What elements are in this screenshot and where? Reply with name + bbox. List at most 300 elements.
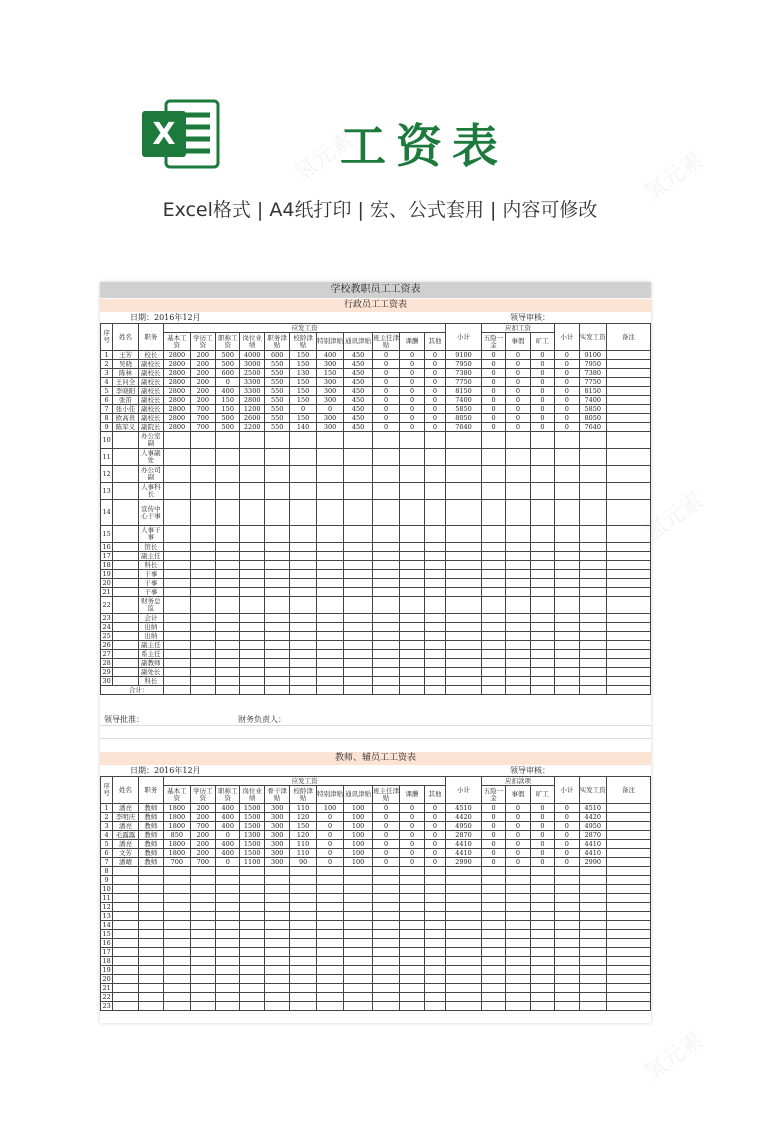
- table-cell: [506, 966, 530, 975]
- table-cell: [579, 432, 606, 449]
- table-cell: [190, 632, 215, 641]
- table-cell: [400, 867, 424, 876]
- table-cell: [290, 966, 316, 975]
- table-cell: [424, 867, 445, 876]
- table-cell: [607, 588, 651, 597]
- table-cell: [264, 939, 289, 948]
- table-cell: 110: [290, 849, 316, 858]
- table-cell: [113, 894, 138, 903]
- table-cell: [190, 623, 215, 632]
- table-cell: [446, 500, 482, 526]
- table-cell: 200: [190, 804, 215, 813]
- table-cell: [164, 677, 190, 686]
- table-cell: [372, 912, 399, 921]
- table-cell: [164, 543, 190, 552]
- table-cell: 7950: [446, 360, 482, 369]
- table-cell: 4510: [579, 804, 606, 813]
- teacher-info-row: [100, 765, 651, 776]
- table-cell: [113, 668, 138, 677]
- table-cell: 300: [264, 804, 289, 813]
- table-cell: [607, 597, 651, 614]
- table-cell: 9: [101, 876, 113, 885]
- table-cell: [579, 993, 606, 1002]
- table-cell: [607, 668, 651, 677]
- table-cell: 100: [344, 849, 373, 858]
- table-cell: [216, 449, 240, 466]
- table-cell: [506, 975, 530, 984]
- table-cell: [481, 650, 505, 659]
- table-cell: [316, 921, 343, 930]
- table-cell: 0: [481, 849, 505, 858]
- table-cell: [216, 894, 240, 903]
- header-net-pay: 实发工资: [579, 324, 606, 351]
- header-name: 姓名: [113, 777, 138, 804]
- table-cell: [607, 579, 651, 588]
- table-cell: 150: [290, 387, 316, 396]
- table-cell: [164, 641, 190, 650]
- table-cell: [481, 894, 505, 903]
- table-row: [101, 858, 651, 867]
- table-cell: 2800: [164, 351, 190, 360]
- table-cell: 0: [372, 804, 399, 813]
- table-cell: [290, 623, 316, 632]
- table-cell: [164, 483, 190, 500]
- table-cell: [506, 500, 530, 526]
- table-cell: [372, 570, 399, 579]
- table-cell: [555, 677, 579, 686]
- table-cell: [579, 677, 606, 686]
- table-cell: [481, 876, 505, 885]
- table-cell: [555, 632, 579, 641]
- table-cell: [506, 588, 530, 597]
- table-cell: 7750: [446, 378, 482, 387]
- admin-sign-area: [100, 712, 651, 753]
- table-cell: 2: [101, 813, 113, 822]
- admin-salary-table: [100, 323, 651, 695]
- table-row: [101, 813, 651, 822]
- table-cell: [316, 526, 343, 543]
- table-cell: 0: [400, 396, 424, 405]
- table-row: [101, 579, 651, 588]
- table-cell: [290, 921, 316, 930]
- table-cell: [113, 614, 138, 623]
- table-cell: [316, 1002, 343, 1011]
- table-cell: [481, 939, 505, 948]
- table-cell: 5850: [579, 405, 606, 414]
- table-cell: 200: [190, 813, 215, 822]
- table-cell: 王问全: [113, 378, 138, 387]
- table-cell: 0: [530, 414, 554, 423]
- table-cell: 450: [344, 405, 373, 414]
- table-cell: [216, 948, 240, 957]
- table-cell: [400, 579, 424, 588]
- table-cell: 450: [344, 423, 373, 432]
- table-cell: [579, 614, 606, 623]
- table-cell: [372, 939, 399, 948]
- table-cell: 张笛: [113, 396, 138, 405]
- table-cell: [113, 650, 138, 659]
- table-cell: [607, 650, 651, 659]
- table-cell: 0: [555, 423, 579, 432]
- table-cell: [555, 659, 579, 668]
- table-cell: [481, 543, 505, 552]
- table-cell: 100: [344, 840, 373, 849]
- table-cell: 办公室副: [138, 432, 163, 449]
- table-cell: [290, 867, 316, 876]
- table-cell: 0: [481, 813, 505, 822]
- table-cell: [424, 466, 445, 483]
- table-cell: [506, 579, 530, 588]
- table-cell: 0: [372, 369, 399, 378]
- table-cell: [506, 632, 530, 641]
- table-cell: [290, 984, 316, 993]
- table-row: [101, 840, 651, 849]
- table-cell: [530, 912, 554, 921]
- table-cell: [344, 939, 373, 948]
- table-cell: 9100: [446, 351, 482, 360]
- table-cell: [400, 632, 424, 641]
- table-cell: [555, 552, 579, 561]
- table-cell: [400, 885, 424, 894]
- table-cell: 0: [481, 831, 505, 840]
- table-cell: [579, 500, 606, 526]
- table-cell: 馆长: [138, 543, 163, 552]
- table-cell: [506, 993, 530, 1002]
- table-cell: [264, 885, 289, 894]
- table-cell: 人事干事: [138, 526, 163, 543]
- table-cell: 李明庆: [113, 813, 138, 822]
- table-cell: [424, 993, 445, 1002]
- table-cell: [506, 948, 530, 957]
- table-row: [101, 351, 651, 360]
- table-cell: 400: [216, 822, 240, 831]
- table-cell: [446, 466, 482, 483]
- table-cell: 150: [290, 360, 316, 369]
- table-row: [101, 432, 651, 449]
- table-cell: [216, 885, 240, 894]
- table-cell: 1800: [164, 840, 190, 849]
- table-cell: [216, 984, 240, 993]
- table-cell: [316, 975, 343, 984]
- table-cell: 0: [555, 813, 579, 822]
- table-row: [101, 939, 651, 948]
- table-cell: 0: [481, 387, 505, 396]
- table-cell: [424, 939, 445, 948]
- table-cell: [264, 561, 289, 570]
- table-cell: [138, 885, 163, 894]
- table-cell: [344, 668, 373, 677]
- table-cell: [113, 903, 138, 912]
- table-cell: 17: [102, 551, 111, 560]
- table-cell: [506, 1002, 530, 1011]
- table-cell: [164, 912, 190, 921]
- table-cell: 文芳: [113, 849, 138, 858]
- table-cell: 700: [164, 858, 190, 867]
- table-cell: 0: [506, 369, 530, 378]
- table-cell: [216, 993, 240, 1002]
- table-cell: [607, 912, 651, 921]
- table-cell: [607, 500, 651, 526]
- table-cell: [579, 597, 606, 614]
- table-row: [101, 597, 651, 614]
- table-cell: [446, 1002, 482, 1011]
- table-cell: [264, 867, 289, 876]
- table-cell: [344, 659, 373, 668]
- table-cell: [290, 948, 316, 957]
- table-cell: [555, 543, 579, 552]
- table-cell: [579, 912, 606, 921]
- table-cell: [264, 659, 289, 668]
- table-cell: 1500: [240, 813, 264, 822]
- table-cell: 陈林: [113, 369, 138, 378]
- table-cell: [446, 984, 482, 993]
- table-cell: [530, 614, 554, 623]
- table-cell: [446, 867, 482, 876]
- table-cell: [190, 466, 215, 483]
- table-cell: 200: [190, 351, 215, 360]
- table-cell: [372, 894, 399, 903]
- table-cell: [216, 483, 240, 500]
- leader-sign-label: 领导批准：: [104, 715, 144, 724]
- table-cell: [113, 543, 138, 552]
- table-cell: [240, 903, 264, 912]
- table-cell: [481, 659, 505, 668]
- table-cell: [216, 912, 240, 921]
- table-cell: [164, 570, 190, 579]
- admin-section-title: 行政员工工资表: [100, 299, 651, 312]
- table-cell: [264, 993, 289, 1002]
- table-cell: 12: [101, 466, 113, 483]
- table-cell: 人事副处: [138, 449, 163, 466]
- table-cell: [316, 552, 343, 561]
- table-cell: 1500: [240, 822, 264, 831]
- table-cell: [530, 650, 554, 659]
- header-deduct-subtotal: 小计: [555, 324, 579, 351]
- table-cell: [290, 686, 316, 695]
- table-cell: [506, 543, 530, 552]
- table-cell: 19: [102, 569, 111, 578]
- table-cell: 张小佳: [113, 405, 138, 414]
- table-cell: 550: [264, 387, 289, 396]
- table-cell: 0: [506, 831, 530, 840]
- table-cell: [372, 659, 399, 668]
- table-cell: 8150: [579, 387, 606, 396]
- table-row: [101, 405, 651, 414]
- table-cell: [446, 623, 482, 632]
- table-cell: 400: [216, 813, 240, 822]
- table-cell: [555, 939, 579, 948]
- table-cell: [506, 641, 530, 650]
- table-cell: 30: [102, 676, 111, 685]
- table-cell: [400, 466, 424, 483]
- table-cell: [446, 939, 482, 948]
- teacher-salary-table: [100, 776, 651, 1011]
- table-cell: [555, 686, 579, 695]
- table-cell: [506, 483, 530, 500]
- table-cell: [579, 543, 606, 552]
- table-cell: [506, 597, 530, 614]
- table-cell: [424, 500, 445, 526]
- table-cell: [240, 500, 264, 526]
- table-cell: [424, 483, 445, 500]
- table-row: [101, 849, 651, 858]
- table-row: [101, 500, 651, 526]
- table-cell: [113, 623, 138, 632]
- table-cell: 0: [481, 822, 505, 831]
- table-cell: [164, 957, 190, 966]
- table-cell: [530, 677, 554, 686]
- table-cell: [400, 984, 424, 993]
- table-cell: 教师: [138, 831, 163, 840]
- table-cell: 出纳: [138, 623, 163, 632]
- table-cell: [190, 903, 215, 912]
- table-cell: 400: [316, 351, 343, 360]
- table-cell: [481, 957, 505, 966]
- table-cell: [372, 579, 399, 588]
- table-cell: [316, 957, 343, 966]
- table-cell: [264, 614, 289, 623]
- table-cell: [164, 894, 190, 903]
- table-cell: [579, 623, 606, 632]
- table-cell: 150: [290, 414, 316, 423]
- table-cell: [607, 423, 651, 432]
- table-cell: [240, 993, 264, 1002]
- table-cell: [316, 885, 343, 894]
- table-row: [101, 543, 651, 552]
- table-cell: [190, 975, 215, 984]
- table-cell: [216, 1002, 240, 1011]
- table-cell: 3300: [240, 387, 264, 396]
- table-cell: [607, 396, 651, 405]
- table-cell: [264, 449, 289, 466]
- table-cell: [555, 579, 579, 588]
- table-cell: [190, 552, 215, 561]
- table-cell: [240, 876, 264, 885]
- table-cell: [216, 957, 240, 966]
- table-cell: [506, 876, 530, 885]
- table-cell: [164, 966, 190, 975]
- table-cell: [530, 570, 554, 579]
- table-cell: [290, 912, 316, 921]
- table-cell: [190, 686, 215, 695]
- header-other: 其他: [424, 786, 445, 804]
- table-cell: [579, 1002, 606, 1011]
- table-cell: [216, 561, 240, 570]
- table-cell: [424, 984, 445, 993]
- table-cell: 200: [190, 387, 215, 396]
- teacher-date: 日期：2016年12月: [130, 766, 201, 775]
- table-cell: [264, 623, 289, 632]
- table-cell: [607, 432, 651, 449]
- table-cell: 0: [372, 405, 399, 414]
- table-cell: 0: [506, 351, 530, 360]
- table-cell: [344, 632, 373, 641]
- table-cell: [344, 1002, 373, 1011]
- table-cell: [264, 641, 289, 650]
- table-cell: 系主任: [138, 650, 163, 659]
- table-cell: [290, 552, 316, 561]
- table-cell: [530, 543, 554, 552]
- table-cell: [164, 948, 190, 957]
- table-cell: 550: [264, 414, 289, 423]
- table-cell: [607, 360, 651, 369]
- table-cell: [190, 939, 215, 948]
- table-cell: [372, 449, 399, 466]
- table-cell: [424, 641, 445, 650]
- table-cell: 400: [216, 849, 240, 858]
- table-cell: 7750: [579, 378, 606, 387]
- table-cell: 副教师: [138, 659, 163, 668]
- table-cell: [579, 552, 606, 561]
- header-leave: 事假: [506, 333, 530, 351]
- table-cell: 4410: [579, 840, 606, 849]
- table-cell: [113, 885, 138, 894]
- table-cell: 2800: [164, 414, 190, 423]
- table-cell: [424, 543, 445, 552]
- table-cell: 200: [190, 831, 215, 840]
- logo-letter: X: [152, 117, 176, 152]
- table-cell: [344, 500, 373, 526]
- table-cell: 会计: [138, 614, 163, 623]
- table-cell: [316, 867, 343, 876]
- table-cell: [555, 597, 579, 614]
- table-cell: 0: [316, 858, 343, 867]
- table-cell: 0: [424, 804, 445, 813]
- table-cell: [400, 561, 424, 570]
- table-cell: [113, 930, 138, 939]
- table-row: [101, 668, 651, 677]
- table-row: [101, 957, 651, 966]
- table-cell: 1800: [164, 822, 190, 831]
- table-row: [101, 623, 651, 632]
- table-cell: [400, 975, 424, 984]
- table-cell: [506, 552, 530, 561]
- table-cell: [290, 885, 316, 894]
- table-cell: 毛露露: [113, 831, 138, 840]
- table-cell: [190, 984, 215, 993]
- table-cell: 110: [290, 804, 316, 813]
- table-cell: [240, 894, 264, 903]
- table-cell: [424, 668, 445, 677]
- table-row: [101, 449, 651, 466]
- table-cell: 0: [555, 351, 579, 360]
- table-cell: [481, 975, 505, 984]
- table-cell: [555, 867, 579, 876]
- table-cell: 科长: [138, 677, 163, 686]
- table-cell: 科长: [138, 561, 163, 570]
- table-cell: [530, 659, 554, 668]
- table-cell: [264, 552, 289, 561]
- table-cell: [372, 975, 399, 984]
- table-cell: [316, 500, 343, 526]
- table-cell: [290, 641, 316, 650]
- table-cell: [164, 432, 190, 449]
- table-cell: 1500: [240, 840, 264, 849]
- table-cell: [481, 561, 505, 570]
- table-cell: [290, 432, 316, 449]
- table-cell: 0: [424, 849, 445, 858]
- table-cell: 0: [555, 849, 579, 858]
- table-cell: 0: [372, 396, 399, 405]
- table-cell: 24: [102, 622, 111, 631]
- table-cell: [164, 552, 190, 561]
- table-cell: [555, 432, 579, 449]
- table-cell: [400, 588, 424, 597]
- table-cell: [481, 921, 505, 930]
- table-cell: [190, 659, 215, 668]
- table-cell: [264, 686, 289, 695]
- table-cell: [607, 414, 651, 423]
